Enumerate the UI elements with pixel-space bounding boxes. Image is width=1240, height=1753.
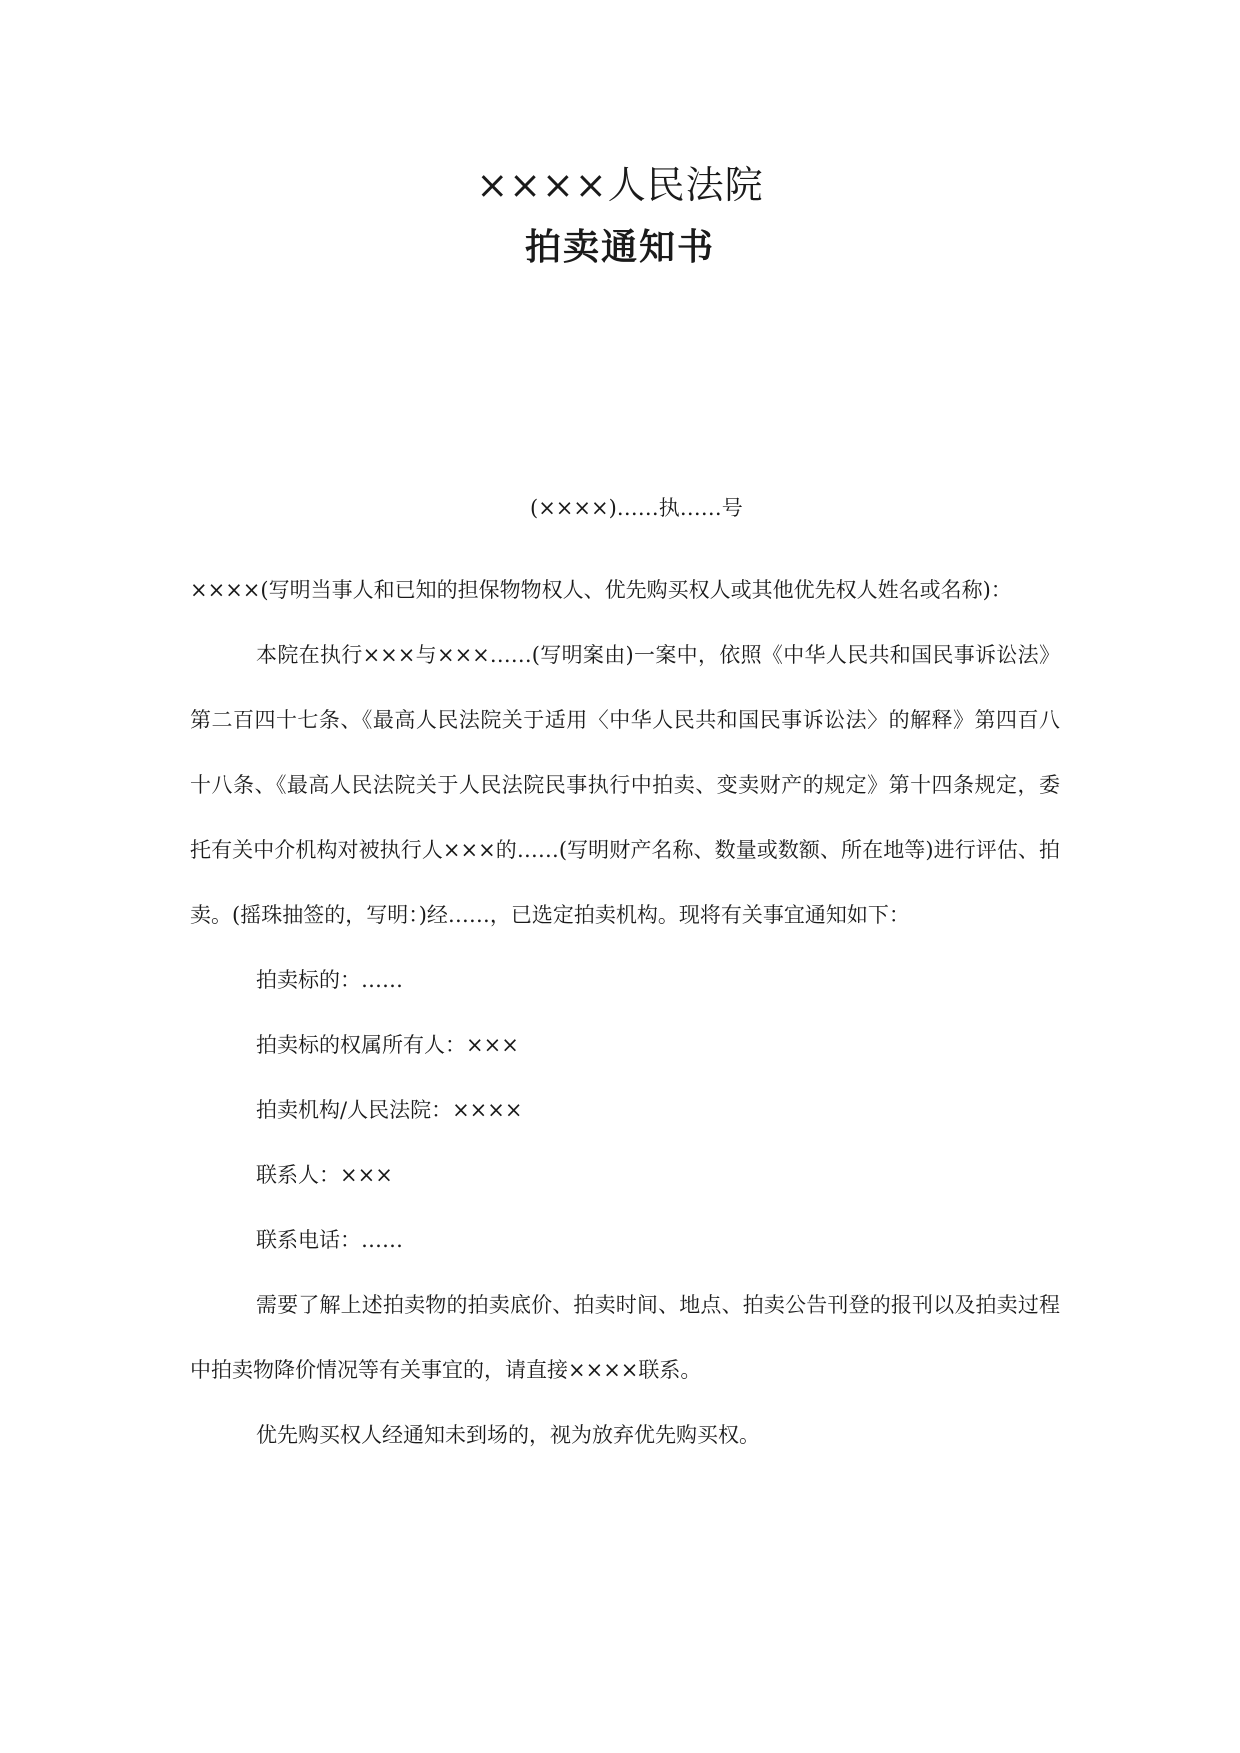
court-name: ××××人民法院 [476, 163, 764, 207]
document-title: 拍卖通知书 [524, 226, 715, 268]
item-contact-phone: 联系电话：…… [256, 1228, 403, 1252]
item-owner: 拍卖标的权属所有人：××× [256, 1033, 519, 1057]
paragraph-priority-right: 优先购买权人经通知未到场的，视为放弃优先购买权。 [256, 1423, 760, 1447]
item-contact-person: 联系人：××× [256, 1163, 393, 1187]
paragraph-execution: 本院在执行×××与×××……(写明案由)一案中，依照《中华人民共和国民事诉讼法》第二百四十七条、《最高人民法院关于适用〈中华人民共和国民事诉讼法〉的解释》第四百八十八条、《最高人民法院关于人民法院民事执行中拍卖、变卖财产的规定》第十四条规定，委托有关中介机构对被执行人×××的……(写明财产名称、数量或数额、所在地等)进行评估、拍卖。(摇珠抽签的，写明：)经……，已选定拍卖机构。现将有关事宜通知如下： [190, 643, 1060, 927]
addressee: ××××(写明当事人和已知的担保物物权人、优先购买权人或其他优先权人姓名或名称)： [190, 578, 1012, 602]
item-auction-subject: 拍卖标的：…… [256, 968, 403, 992]
item-auction-agency: 拍卖机构/人民法院：×××× [256, 1098, 523, 1122]
paragraph-inquiry: 需要了解上述拍卖物的拍卖底价、拍卖时间、地点、拍卖公告刊登的报刊以及拍卖过程中拍卖物降价情况等有关事宜的，请直接××××联系。 [190, 1293, 1060, 1382]
document-body [190, 558, 1060, 1468]
case-number: (××××)……执……号 [530, 496, 743, 520]
